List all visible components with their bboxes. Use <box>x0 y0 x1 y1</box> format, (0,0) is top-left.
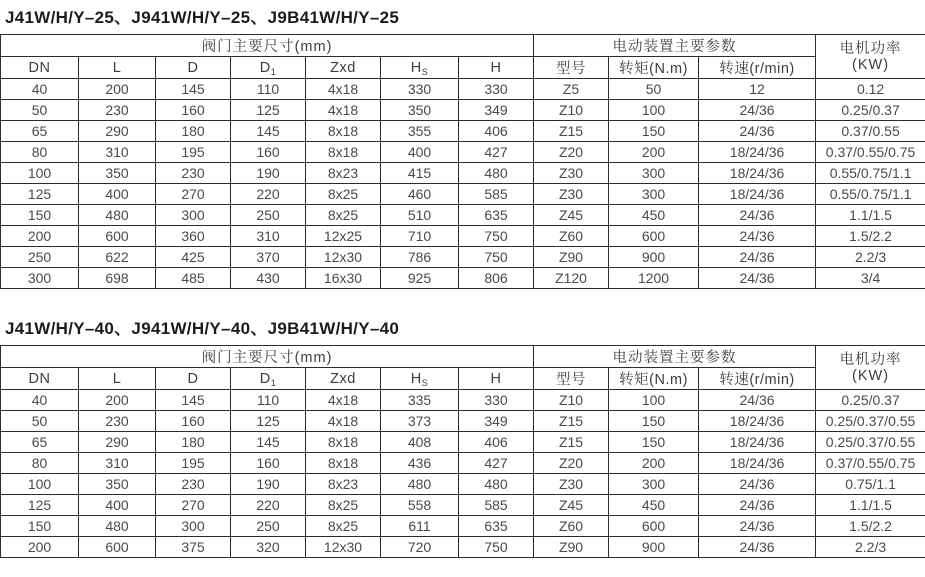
table-row <box>1 268 925 289</box>
table-cell: 200 <box>609 142 699 163</box>
table-cell: Z30 <box>534 184 609 205</box>
table-cell: 145 <box>231 432 306 453</box>
table-cell: 310 <box>79 142 156 163</box>
table-cell: 330 <box>381 79 459 100</box>
table-cell: 12 <box>699 79 816 100</box>
column-header: $D_1$ <box>231 368 306 390</box>
table-cell: 0.25/0.37/0.55 <box>816 432 925 453</box>
table-cell: 145 <box>231 121 306 142</box>
table-cell: 600 <box>609 226 699 247</box>
table-cell: 320 <box>231 537 306 558</box>
table-cell: Z5 <box>534 79 609 100</box>
table-cell: 1.5/2.2 <box>816 226 925 247</box>
column-header: 转矩(N.m) <box>609 57 699 79</box>
table-row <box>1 432 925 453</box>
table-cell: 50 <box>609 79 699 100</box>
table-cell: 585 <box>459 495 534 516</box>
table-cell: 24/36 <box>699 247 816 268</box>
column-header: 转矩(N.m) <box>609 368 699 390</box>
table-cell: 406 <box>459 432 534 453</box>
table-cell: 18/24/36 <box>699 184 816 205</box>
column-header: DN <box>1 368 79 390</box>
table-cell: 65 <box>1 432 79 453</box>
table-cell: 150 <box>609 121 699 142</box>
table-cell: 480 <box>79 205 156 226</box>
table-cell: 710 <box>381 226 459 247</box>
table-cell: 485 <box>156 268 231 289</box>
column-header-row <box>1 57 925 79</box>
motor-power-header-line2: (KW) <box>852 56 890 73</box>
table-cell: 480 <box>381 474 459 495</box>
table-cell: 585 <box>459 184 534 205</box>
table-cell: 8x25 <box>306 516 381 537</box>
table-cell: Z30 <box>534 163 609 184</box>
table-cell: 0.25/0.37 <box>816 390 925 411</box>
table-cell: 415 <box>381 163 459 184</box>
table-cell: 12x30 <box>306 537 381 558</box>
table-cell: 4x18 <box>306 100 381 121</box>
table-cell: 250 <box>1 247 79 268</box>
table-cell: 40 <box>1 79 79 100</box>
table-cell: 0.55/0.75/1.1 <box>816 184 925 205</box>
table-cell: 2.2/3 <box>816 247 925 268</box>
table-cell: Z10 <box>534 100 609 121</box>
table-cell: Z10 <box>534 390 609 411</box>
table-cell: 145 <box>156 79 231 100</box>
column-header: 转速(r/min) <box>699 368 816 390</box>
table-cell: 335 <box>381 390 459 411</box>
table-cell: 4x18 <box>306 390 381 411</box>
table-cell: Z90 <box>534 247 609 268</box>
table-cell: 2.2/3 <box>816 537 925 558</box>
table-cell: 350 <box>381 100 459 121</box>
table-cell: 150 <box>1 205 79 226</box>
table-cell: 200 <box>79 390 156 411</box>
table-cell: 480 <box>459 474 534 495</box>
table-cell: 0.55/0.75/1.1 <box>816 163 925 184</box>
column-header: H <box>459 368 534 390</box>
table-cell: 24/36 <box>699 205 816 226</box>
table-cell: 300 <box>1 268 79 289</box>
table-cell: 125 <box>231 100 306 121</box>
table-cell: 349 <box>459 100 534 121</box>
table-cell: 330 <box>459 390 534 411</box>
table-cell: 290 <box>79 432 156 453</box>
table-row <box>1 79 925 100</box>
table-cell: Z15 <box>534 121 609 142</box>
table-row <box>1 142 925 163</box>
table-cell: 600 <box>79 226 156 247</box>
table-cell: 4x18 <box>306 411 381 432</box>
table-cell: 400 <box>79 495 156 516</box>
column-header: Zxd <box>306 57 381 79</box>
table-cell: 635 <box>459 205 534 226</box>
table-cell: 150 <box>609 432 699 453</box>
table-2-body <box>1 390 925 558</box>
table-cell: 220 <box>231 495 306 516</box>
table-cell: 427 <box>459 142 534 163</box>
table-cell: 750 <box>459 537 534 558</box>
table-cell: 160 <box>156 100 231 121</box>
table-cell: 300 <box>609 163 699 184</box>
table-cell: 200 <box>79 79 156 100</box>
table-cell: 145 <box>156 390 231 411</box>
table-1-title: J41W/H/Y–25、J941W/H/Y–25、J9B41W/H/Y–25 <box>5 8 400 27</box>
table-cell: 373 <box>381 411 459 432</box>
table-cell: 16x30 <box>306 268 381 289</box>
table-cell: 1200 <box>609 268 699 289</box>
table-cell: 480 <box>79 516 156 537</box>
table-cell: 24/36 <box>699 100 816 121</box>
table-cell: Z60 <box>534 226 609 247</box>
table-cell: 300 <box>609 184 699 205</box>
table-cell: 18/24/36 <box>699 142 816 163</box>
table-cell: 150 <box>1 516 79 537</box>
column-header: D <box>156 57 231 79</box>
table-cell: 611 <box>381 516 459 537</box>
table-cell: 200 <box>1 537 79 558</box>
motor-power-header-line2: (KW) <box>852 367 890 384</box>
table-cell: 622 <box>79 247 156 268</box>
table-cell: 8x25 <box>306 495 381 516</box>
table-cell: 100 <box>609 100 699 121</box>
table-row <box>1 495 925 516</box>
table-cell: 18/24/36 <box>699 411 816 432</box>
table-cell: 400 <box>381 142 459 163</box>
table-cell: 100 <box>1 163 79 184</box>
table-cell: 350 <box>79 474 156 495</box>
table-row <box>1 411 925 432</box>
table-cell: 370 <box>231 247 306 268</box>
table-cell: 24/36 <box>699 474 816 495</box>
table-row <box>1 226 925 247</box>
table-row <box>1 537 925 558</box>
table-cell: 24/36 <box>699 516 816 537</box>
table-cell: 427 <box>459 453 534 474</box>
table-cell: Z120 <box>534 268 609 289</box>
table-cell: 600 <box>79 537 156 558</box>
table-cell: 558 <box>381 495 459 516</box>
table-cell: 8x18 <box>306 142 381 163</box>
table-cell: 110 <box>231 79 306 100</box>
group-header-row <box>1 35 925 57</box>
table-cell: Z45 <box>534 495 609 516</box>
table-cell: 270 <box>156 495 231 516</box>
table-cell: 0.37/0.55 <box>816 121 925 142</box>
table-cell: 900 <box>609 247 699 268</box>
table-cell: 125 <box>1 184 79 205</box>
table-cell: 786 <box>381 247 459 268</box>
table-cell: 290 <box>79 121 156 142</box>
column-header: DN <box>1 57 79 79</box>
table-cell: 190 <box>231 163 306 184</box>
table-cell: 50 <box>1 100 79 121</box>
table-cell: 40 <box>1 390 79 411</box>
table-cell: 450 <box>609 495 699 516</box>
table-cell: 400 <box>79 184 156 205</box>
table-cell: 18/24/36 <box>699 163 816 184</box>
motor-power-header <box>816 346 925 390</box>
table-row <box>1 100 925 121</box>
table-cell: 180 <box>156 121 231 142</box>
table-cell: 925 <box>381 268 459 289</box>
column-header: 型号 <box>534 368 609 390</box>
table-cell: 80 <box>1 453 79 474</box>
actuator-params-group-header: 电动装置主要参数 <box>534 346 816 368</box>
table-cell: 750 <box>459 226 534 247</box>
table-cell: 24/36 <box>699 226 816 247</box>
column-header: L <box>79 368 156 390</box>
table-cell: 65 <box>1 121 79 142</box>
table-cell: 0.25/0.37 <box>816 100 925 121</box>
valve-spec-table-40 <box>0 345 925 558</box>
table-cell: 1.1/1.5 <box>816 495 925 516</box>
table-row <box>1 474 925 495</box>
table-row <box>1 247 925 268</box>
table-cell: 125 <box>1 495 79 516</box>
table-cell: 8x18 <box>306 121 381 142</box>
table-cell: 8x23 <box>306 474 381 495</box>
table-cell: 355 <box>381 121 459 142</box>
column-header: D <box>156 368 231 390</box>
column-header: 型号 <box>534 57 609 79</box>
column-header: H <box>459 57 534 79</box>
table-cell: 406 <box>459 121 534 142</box>
table-cell: 450 <box>609 205 699 226</box>
table-cell: 720 <box>381 537 459 558</box>
table-cell: 635 <box>459 516 534 537</box>
table-cell: 100 <box>1 474 79 495</box>
table-cell: 349 <box>459 411 534 432</box>
table-cell: 0.25/0.37/0.55 <box>816 411 925 432</box>
table-cell: 250 <box>231 516 306 537</box>
table-cell: 0.37/0.55/0.75 <box>816 453 925 474</box>
table-cell: 24/36 <box>699 390 816 411</box>
table-cell: 806 <box>459 268 534 289</box>
table-cell: 125 <box>231 411 306 432</box>
table-cell: Z90 <box>534 537 609 558</box>
table-cell: 24/36 <box>699 268 816 289</box>
table-row <box>1 184 925 205</box>
table-cell: 230 <box>156 474 231 495</box>
table-cell: 0.12 <box>816 79 925 100</box>
valve-dimensions-group-header: 阀门主要尺寸(mm) <box>1 346 534 368</box>
motor-power-header-line1: 电机功率 <box>839 40 902 57</box>
table-cell: Z15 <box>534 432 609 453</box>
table-1-body <box>1 79 925 289</box>
table-cell: 12x25 <box>306 226 381 247</box>
table-cell: 330 <box>459 79 534 100</box>
table-cell: 480 <box>459 163 534 184</box>
table-cell: 18/24/36 <box>699 432 816 453</box>
table-cell: 408 <box>381 432 459 453</box>
table-cell: 110 <box>231 390 306 411</box>
table-cell: 230 <box>156 163 231 184</box>
column-header: $H_S$ <box>381 57 459 79</box>
table-cell: 8x25 <box>306 184 381 205</box>
column-header: L <box>79 57 156 79</box>
table-cell: 160 <box>156 411 231 432</box>
table-cell: 600 <box>609 516 699 537</box>
table-cell: Z60 <box>534 516 609 537</box>
table-cell: 300 <box>156 516 231 537</box>
table-row <box>1 121 925 142</box>
table-cell: 190 <box>231 474 306 495</box>
table-cell: 375 <box>156 537 231 558</box>
table-cell: Z45 <box>534 205 609 226</box>
table-cell: 0.37/0.55/0.75 <box>816 142 925 163</box>
table-cell: 230 <box>79 100 156 121</box>
table-row <box>1 205 925 226</box>
table-row <box>1 516 925 537</box>
table-cell: 1.1/1.5 <box>816 205 925 226</box>
table-cell: 250 <box>231 205 306 226</box>
column-header: Zxd <box>306 368 381 390</box>
table-cell: 430 <box>231 268 306 289</box>
table-cell: 12x30 <box>306 247 381 268</box>
table-cell: 8x18 <box>306 432 381 453</box>
table-cell: 24/36 <box>699 495 816 516</box>
table-cell: 8x18 <box>306 453 381 474</box>
table-cell: 200 <box>609 453 699 474</box>
table-cell: 220 <box>231 184 306 205</box>
table-cell: 310 <box>79 453 156 474</box>
table-cell: 310 <box>231 226 306 247</box>
valve-dimensions-group-header: 阀门主要尺寸(mm) <box>1 35 534 57</box>
table-cell: Z30 <box>534 474 609 495</box>
table-cell: 0.75/1.1 <box>816 474 925 495</box>
table-cell: 200 <box>1 226 79 247</box>
table-2-title: J41W/H/Y–40、J941W/H/Y–40、J9B41W/H/Y–40 <box>5 319 400 338</box>
table-cell: 195 <box>156 142 231 163</box>
table-cell: 698 <box>79 268 156 289</box>
table-cell: Z20 <box>534 453 609 474</box>
table-cell: 360 <box>156 226 231 247</box>
table-cell: 180 <box>156 432 231 453</box>
table-cell: 3/4 <box>816 268 925 289</box>
table-cell: 300 <box>156 205 231 226</box>
table-cell: 436 <box>381 453 459 474</box>
table-cell: 160 <box>231 142 306 163</box>
table-cell: 460 <box>381 184 459 205</box>
actuator-params-group-header: 电动装置主要参数 <box>534 35 816 57</box>
column-header: 转速(r/min) <box>699 57 816 79</box>
motor-power-header-line1: 电机功率 <box>839 351 902 368</box>
table-row <box>1 453 925 474</box>
table-cell: 300 <box>609 474 699 495</box>
table-row <box>1 390 925 411</box>
column-header: $D_1$ <box>231 57 306 79</box>
table-cell: 900 <box>609 537 699 558</box>
table-cell: 425 <box>156 247 231 268</box>
table-cell: Z15 <box>534 411 609 432</box>
table-cell: 24/36 <box>699 537 816 558</box>
table-cell: 100 <box>609 390 699 411</box>
table-cell: 270 <box>156 184 231 205</box>
table-row <box>1 163 925 184</box>
table-cell: 18/24/36 <box>699 453 816 474</box>
table-cell: 1.5/2.2 <box>816 516 925 537</box>
table-cell: 150 <box>609 411 699 432</box>
table-cell: 8x25 <box>306 205 381 226</box>
motor-power-header <box>816 35 925 79</box>
table-cell: 195 <box>156 453 231 474</box>
valve-spec-table-25 <box>0 34 925 289</box>
table-cell: 160 <box>231 453 306 474</box>
table-cell: 230 <box>79 411 156 432</box>
table-cell: 24/36 <box>699 121 816 142</box>
table-cell: 4x18 <box>306 79 381 100</box>
column-header: $H_S$ <box>381 368 459 390</box>
column-header-row <box>1 368 925 390</box>
group-header-row <box>1 346 925 368</box>
table-cell: 350 <box>79 163 156 184</box>
table-cell: 50 <box>1 411 79 432</box>
table-cell: 750 <box>459 247 534 268</box>
table-cell: Z20 <box>534 142 609 163</box>
table-cell: 510 <box>381 205 459 226</box>
table-cell: 80 <box>1 142 79 163</box>
table-cell: 8x23 <box>306 163 381 184</box>
